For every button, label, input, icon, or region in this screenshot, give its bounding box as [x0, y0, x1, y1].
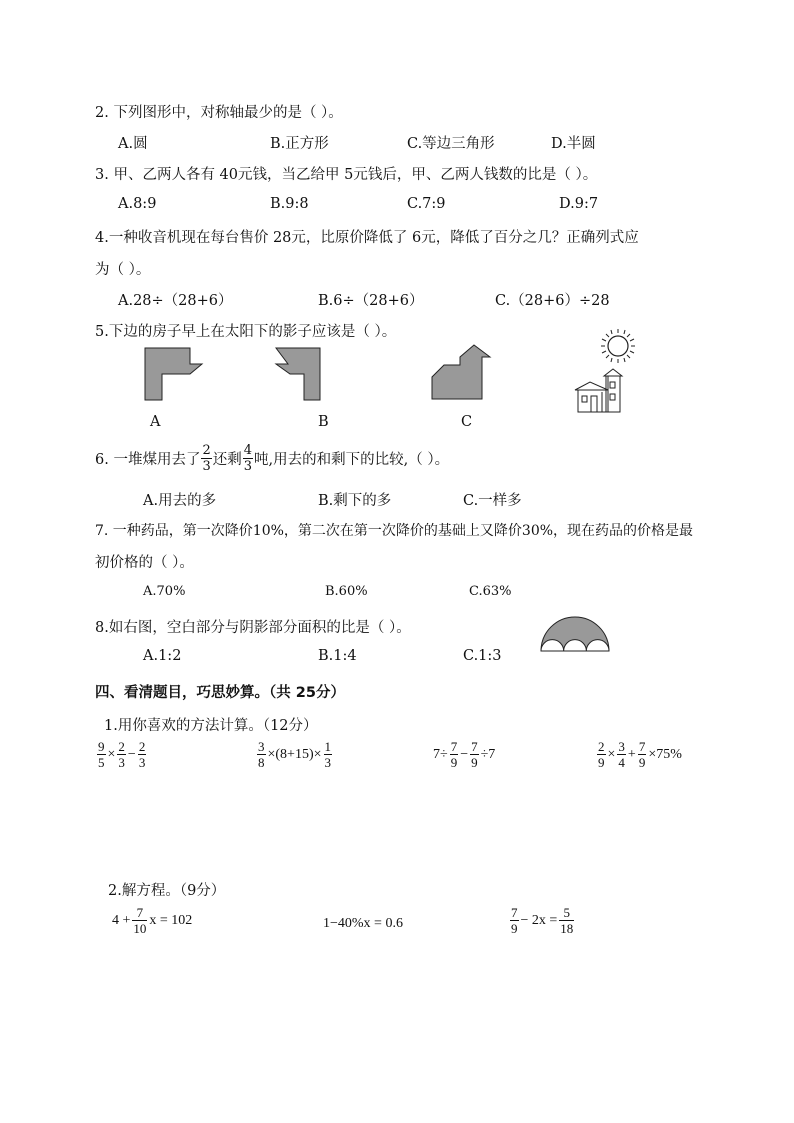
- q3-option-c: C.7:9: [407, 196, 446, 212]
- denominator: 5: [98, 755, 105, 770]
- q2-option-d: D.半圆: [551, 136, 596, 152]
- equation-3: [509, 905, 575, 936]
- q6-suffix: 吨,用去的和剩下的比较,（ ）。: [254, 451, 450, 468]
- q7-stem-line2: 初价格的（ ）。: [95, 555, 194, 571]
- q4-option-a: A.28÷（28+6）: [118, 293, 233, 309]
- frac: [117, 739, 126, 770]
- frac: [97, 739, 106, 770]
- shadow-figure-b: [274, 346, 338, 402]
- q3-option-b: B.9:8: [270, 196, 309, 212]
- equation-text: 1−40%x = 0.6: [323, 916, 403, 931]
- operator: +: [627, 746, 636, 762]
- frac: [257, 739, 266, 770]
- operator: ÷7: [480, 746, 496, 762]
- house-sun-figure: [572, 326, 662, 418]
- frac: [510, 905, 519, 936]
- q6-middle: 还剩: [212, 451, 242, 468]
- frac: [138, 739, 147, 770]
- frac: [470, 739, 479, 770]
- q6-f2-denominator: 3: [243, 458, 253, 474]
- calc-expression-1: [96, 739, 147, 770]
- q5-label-b: B: [318, 414, 329, 430]
- numerator: 7: [450, 739, 458, 754]
- q2-option-a: A.圆: [118, 136, 148, 152]
- calc-expression-2: [256, 739, 333, 770]
- q4-stem-line2: 为（ ）。: [95, 262, 151, 278]
- q7-stem-line1: 7. 一种药品，第一次降价10%，第二次在第一次降价的基础上又降价30%，现在药品的价格是最: [95, 523, 694, 539]
- q6-fraction-used: [201, 443, 211, 474]
- q2-option-b: B.正方形: [270, 136, 329, 152]
- q8-option-b: B.1:4: [318, 648, 357, 664]
- q7-option-a: A.70%: [143, 584, 186, 599]
- q6-stem: [95, 441, 449, 475]
- operator: ×75%: [648, 746, 682, 762]
- denominator: 3: [138, 755, 146, 770]
- q6-option-c: C.一样多: [463, 493, 522, 509]
- q6-f1-numerator: 2: [202, 442, 211, 458]
- denominator: 10: [133, 921, 147, 936]
- q6-fraction-left: [243, 443, 253, 474]
- q8-option-a: A.1:2: [143, 648, 182, 664]
- operator: −: [127, 746, 136, 762]
- q6-option-b: B.剩下的多: [318, 493, 392, 509]
- q5-label-a: A: [150, 414, 161, 430]
- q2-stem: 2. 下列图形中，对称轴最少的是（ ）。: [95, 105, 343, 121]
- operator: 7÷: [433, 746, 448, 762]
- q8-option-c: C.1:3: [463, 648, 502, 664]
- q4-option-b: B.6÷（28+6）: [318, 293, 424, 309]
- numerator: 7: [471, 739, 478, 754]
- numerator: 7: [511, 905, 518, 920]
- q7-option-b: B.60%: [325, 584, 368, 599]
- sun-icon: [601, 329, 635, 363]
- q6-f2-numerator: 4: [243, 442, 253, 458]
- calc-expression-4: [596, 739, 683, 770]
- operator: 4 +: [112, 912, 131, 928]
- section-4-title: 四、看清题目，巧思妙算。（共 25分）: [95, 685, 345, 701]
- frac: [450, 739, 459, 770]
- denominator: 4: [618, 755, 625, 770]
- q2-option-c: C.等边三角形: [407, 136, 495, 152]
- denominator: 9: [511, 921, 518, 936]
- q4-option-c: C.（28+6）÷28: [495, 293, 610, 309]
- frac: [559, 905, 574, 936]
- operator: − 2x =: [520, 912, 558, 928]
- frac: [597, 739, 606, 770]
- q3-option-a: A.8:9: [118, 196, 157, 212]
- calc-expression-3: [432, 739, 496, 770]
- denominator: 9: [638, 755, 646, 770]
- operator: ×: [607, 746, 616, 762]
- numerator: 9: [98, 739, 105, 754]
- frac: [324, 739, 333, 770]
- denominator: 3: [324, 755, 332, 770]
- numerator: 1: [324, 739, 332, 754]
- q5-stem: 5.下边的房子早上在太阳下的影子应该是（ ）。: [95, 324, 397, 340]
- operator: ×: [107, 746, 116, 762]
- numerator: 2: [118, 739, 125, 754]
- numerator: 3: [618, 739, 625, 754]
- operator: −: [460, 746, 469, 762]
- frac: [638, 739, 647, 770]
- denominator: 18: [560, 921, 574, 936]
- frac: [617, 739, 626, 770]
- house-icon: [575, 369, 622, 412]
- q4-stem-line1: 4.一种收音机现在每台售价 28元，比原价降低了 6元，降低了百分之几？正确列式应: [95, 230, 639, 246]
- equation-2: [323, 916, 403, 932]
- numerator: 3: [258, 739, 265, 754]
- numerator: 5: [563, 905, 571, 920]
- denominator: 9: [471, 755, 478, 770]
- frac: [132, 905, 147, 936]
- equation-1: [111, 905, 193, 936]
- denominator: 9: [450, 755, 458, 770]
- denominator: 9: [598, 755, 605, 770]
- denominator: 3: [118, 755, 125, 770]
- semicircle-figure: [538, 614, 612, 654]
- numerator: 2: [138, 739, 146, 754]
- numerator: 7: [638, 739, 646, 754]
- part1-title: 1.用你喜欢的方法计算。（12分）: [104, 718, 318, 734]
- q5-label-c: C: [461, 414, 473, 430]
- operator: x = 102: [149, 912, 193, 928]
- q6-prefix: 6. 一堆煤用去了: [95, 451, 201, 468]
- shadow-figure-a: [140, 346, 204, 402]
- q8-stem: 8.如右图，空白部分与阴影部分面积的比是（ ）。: [95, 620, 411, 636]
- q6-f1-denominator: 3: [202, 458, 211, 474]
- q3-stem: 3. 甲、乙两人各有 40元钱，当乙给甲 5元钱后，甲、乙两人钱数的比是（ ）。: [95, 167, 598, 183]
- q3-option-d: D.9:7: [559, 196, 599, 212]
- denominator: 8: [258, 755, 265, 770]
- numerator: 7: [136, 905, 144, 920]
- operator: ×(8+15)×: [267, 746, 322, 762]
- q7-option-c: C.63%: [469, 584, 512, 599]
- shadow-figure-c: [430, 343, 496, 401]
- part2-title: 2.解方程。（9分）: [108, 883, 226, 899]
- numerator: 2: [598, 739, 605, 754]
- q6-option-a: A.用去的多: [143, 493, 217, 509]
